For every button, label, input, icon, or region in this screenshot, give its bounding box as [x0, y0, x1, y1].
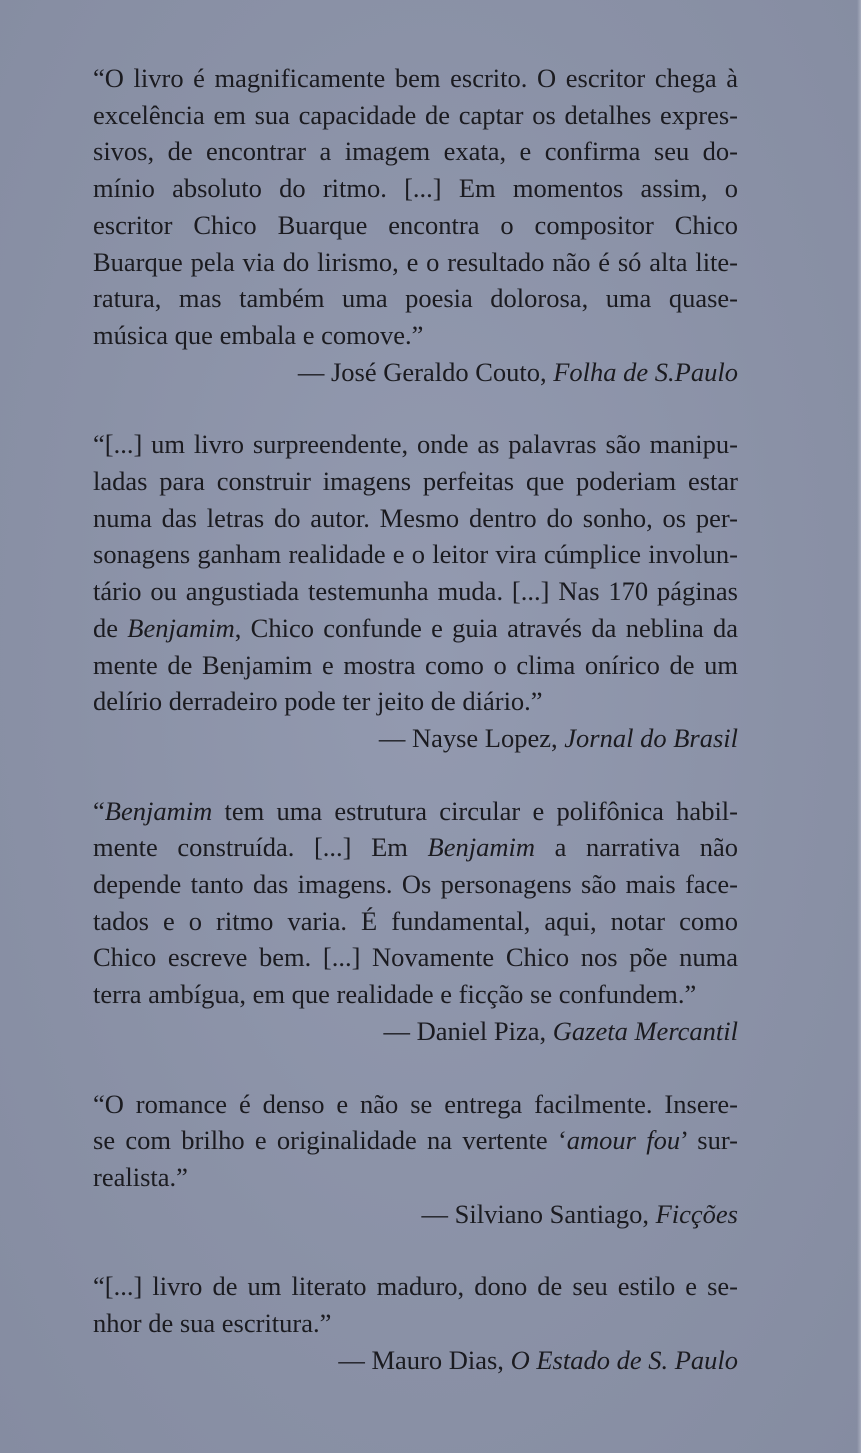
review-author: — Silviano Santiago,: [421, 1198, 656, 1229]
review-author: — Mauro Dias,: [338, 1344, 511, 1375]
review-2-attribution: [93, 720, 738, 757]
review-3-attribution: [93, 1013, 738, 1050]
text-line: ladas para construir imagens perfeitas que poderiam estar: [93, 466, 738, 497]
text-fragment: tem uma estrutura circular e polifônica habil-: [212, 795, 738, 826]
text-line: ratura, mas também uma poesia dolorosa, uma quase-: [93, 283, 738, 314]
text-line: tário ou angustiada testemunha muda. [...] Nas 170 páginas: [93, 576, 738, 607]
text-line: “[...] livro de um literato maduro, dono de seu estilo e se-: [93, 1271, 738, 1302]
text-fragment: ’ sur-: [680, 1125, 738, 1156]
text-line: escritor Chico Buarque encontra o compositor Chico: [93, 209, 738, 240]
text-line: nhor de sua escritura.”: [93, 1308, 332, 1339]
review-source: Jornal do Brasil: [564, 722, 738, 753]
text-fragment: a narrativa não: [534, 832, 738, 863]
spacer: [93, 757, 738, 793]
book-title: Benjamim: [104, 795, 213, 826]
text-fragment: “: [93, 795, 105, 826]
text-line: excelência em sua capacidade de captar os detalhes expres-: [93, 99, 738, 130]
review-4-text: [93, 1086, 738, 1196]
text-line: Chico escreve bem. [...] Novamente Chico nos põe numa: [93, 942, 738, 973]
spacer: [93, 1232, 738, 1268]
review-source: Gazeta Mercantil: [552, 1015, 738, 1046]
review-source: Ficções: [655, 1198, 738, 1229]
review-4-attribution: [93, 1196, 738, 1233]
review-author: — José Geraldo Couto,: [297, 356, 554, 387]
review-quote-1: [93, 60, 738, 390]
review-author: — Nayse Lopez,: [378, 722, 565, 753]
book-title: Benjamim: [127, 612, 235, 643]
cover-edge-highlight: [857, 0, 861, 1453]
text-fragment: , Chico confunde e guia através da neblina da: [234, 612, 738, 643]
text-line: delírio derradeiro pode ter jeito de diário.”: [93, 686, 543, 717]
review-1-attribution: [93, 354, 738, 391]
text-line: “[...] um livro surpreendente, onde as palavras são manipu-: [93, 429, 738, 460]
text-line: [93, 793, 738, 830]
book-title: Benjamim: [427, 832, 535, 863]
text-line: terra ambígua, em que realidade e ficção se confundem.”: [93, 979, 697, 1010]
text-line: realista.”: [93, 1161, 188, 1192]
review-2-text: [93, 426, 738, 720]
spacer: [93, 1050, 738, 1086]
text-line: [93, 610, 738, 647]
text-line: depende tanto das imagens. Os personagens são mais face-: [93, 869, 738, 900]
text-line: sonagens ganham realidade e o leitor vira cúmplice involun-: [93, 539, 738, 570]
review-author: — Daniel Piza,: [383, 1015, 553, 1046]
text-fragment: de: [93, 612, 128, 643]
review-5-text: [93, 1268, 738, 1341]
review-source: Folha de S.Paulo: [553, 356, 738, 387]
text-line: mínio absoluto do ritmo. [...] Em momentos assim, o: [93, 173, 738, 204]
review-1-text: [93, 60, 738, 354]
review-quote-2: [93, 426, 738, 756]
text-line: “O romance é denso e não se entrega facilmente. Insere-: [93, 1088, 738, 1119]
italic-term: amour fou: [566, 1125, 681, 1156]
review-quote-3: [93, 793, 738, 1050]
text-line: [93, 829, 738, 866]
review-3-text: [93, 793, 738, 1013]
spacer: [93, 390, 738, 426]
text-line: [93, 1122, 738, 1159]
review-source: O Estado de S. Paulo: [510, 1344, 738, 1375]
text-line: numa das letras do autor. Mesmo dentro do sonho, os per-: [93, 502, 738, 533]
text-line: “O livro é magnificamente bem escrito. O escritor chega à: [93, 63, 738, 93]
text-line: tados e o ritmo varia. É fundamental, aqui, notar como: [93, 905, 738, 936]
text-line: mente de Benjamim e mostra como o clima onírico de um: [93, 649, 738, 680]
review-quote-5: [93, 1268, 738, 1378]
text-line: Buarque pela via do lirismo, e o resultado não é só alta lite-: [93, 246, 738, 277]
text-line: música que embala e comove.”: [93, 319, 424, 350]
reviews-column: [93, 60, 738, 1379]
text-line: sivos, de encontrar a imagem exata, e confirma seu do-: [93, 136, 738, 167]
review-quote-4: [93, 1086, 738, 1233]
text-fragment: mente construída. [...] Em: [93, 832, 428, 863]
text-fragment: se com brilho e originalidade na vertente ‘: [93, 1125, 567, 1156]
review-5-attribution: [93, 1342, 738, 1379]
